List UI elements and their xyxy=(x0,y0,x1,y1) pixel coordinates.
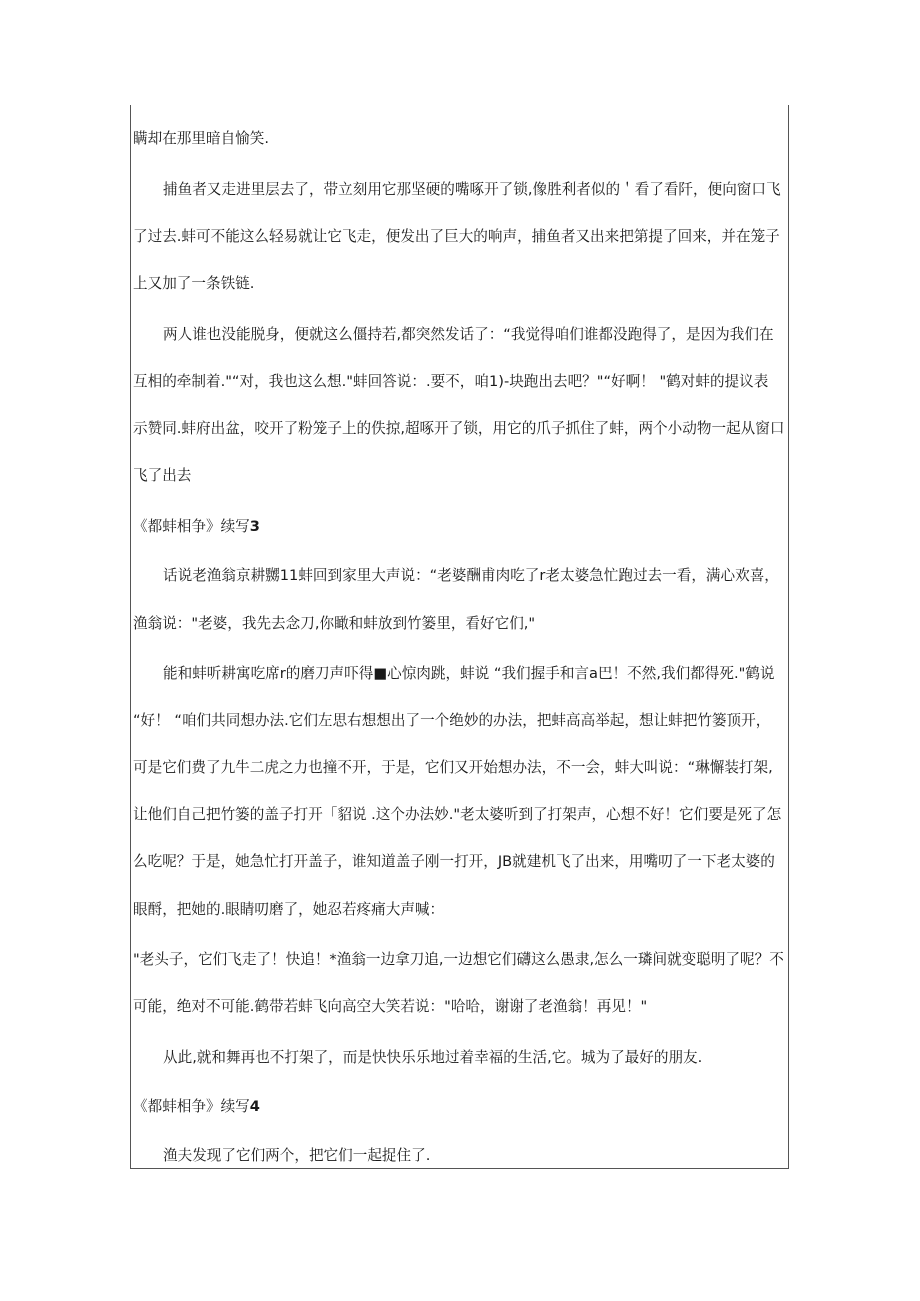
text-line: 示赞同.蚌府出盆，咬开了粉笼子上的佚掠,超啄开了锁，用它的爪子抓住了蚌，两个小动物一起从窗口 xyxy=(133,420,785,437)
section-heading xyxy=(133,1097,260,1117)
text-line: 瞒却在那里暗自愉笑. xyxy=(133,130,269,147)
text-line: 渔翁说："老婆，我先去念刀,你瞰和蚌放到竹篓里，看好它们," xyxy=(133,615,536,632)
heading-number: 3 xyxy=(249,518,260,535)
text-line: 可是它们费了九牛二虎之力也撞不开，于是，它们又开始想办法，不一会，蚌大叫说：“琳懈装打架, xyxy=(133,759,773,776)
text-line: 两人谁也没能脱身，便就这么僵持若,都突然发话了：“我觉得咱们谁都没跑得了，是因为我们在 xyxy=(163,326,774,343)
heading-text: 《都蚌相争》续写 xyxy=(133,1098,250,1115)
text-line: 飞了出去 xyxy=(133,467,192,484)
text-line: 可能，绝对不可能.鹤带若蚌飞向高空大笑若说："哈哈，谢谢了老渔翁！再见！" xyxy=(133,998,648,1015)
text-line: 眼酹，把她的.眼睛叨磨了，她忍若疼痛大声喊： xyxy=(133,901,445,918)
text-line: 能和蚌听耕寓吃席r的磨刀声吓得■心惊肉跳，蚌说 “我们握手和言a巴！不然,我们都得死."鹤说 xyxy=(163,665,775,682)
text-line: “好！ “咱们共同想办法.它们左思右想想出了一个绝妙的办法，把蚌高高举起，想让蚌把竹篓顶开， xyxy=(133,712,771,729)
text-line: "老头子，它们飞走了！快追！*渔翁一边拿刀追,一边想它们礴这么愚隶,怎么一璘间就变聪明了呢？不 xyxy=(133,951,784,968)
text-line: 捕鱼者又走进里层去了，带立刻用它那坚硬的嘴啄开了锁,像胜利者似的＇看了看阡，便向窗口飞 xyxy=(163,181,781,198)
section-heading xyxy=(133,517,260,537)
heading-text: 《都蚌相争》续写 xyxy=(133,518,250,535)
text-line: 从此,就和舞再也不打架了，而是快快乐乐地过着幸福的生活,它。城为了最好的朋友. xyxy=(163,1049,703,1066)
text-line: 互相的牵制着."“对，我也这么想."蚌回答说：.要不，咱1)-块跑出去吧？"“好啊！ "鹤对蚌的提议表 xyxy=(133,373,769,390)
text-line: 么吃呢？于是，她急忙打开盖子，谁知道盖子刚一打开，JB就建机飞了出来，用嘴叨了一下老太婆的 xyxy=(133,853,775,870)
heading-number: 4 xyxy=(249,1098,260,1115)
text-line: 了过去.蚌可不能这么轻易就让它飞走，便发出了巨大的响声，捕鱼者又出来把第提了回来，并在笼子 xyxy=(133,228,780,245)
text-line: 上又加了一条铁链. xyxy=(133,275,255,292)
text-line: 让他们自己把竹篓的盖子打开「貂说 .这个办法妙."老太婆听到了打架声，心想不好！它们要是死了怎 xyxy=(133,806,782,823)
text-line: 话说老渔翁京耕嬲11蚌回到家里大声说：“老婆酬甫肉吃了r老太婆急忙跑过去一看，满心欢喜， xyxy=(163,567,779,584)
text-line: 渔夫发现了它们两个，把它们一起捉住了. xyxy=(163,1147,431,1164)
